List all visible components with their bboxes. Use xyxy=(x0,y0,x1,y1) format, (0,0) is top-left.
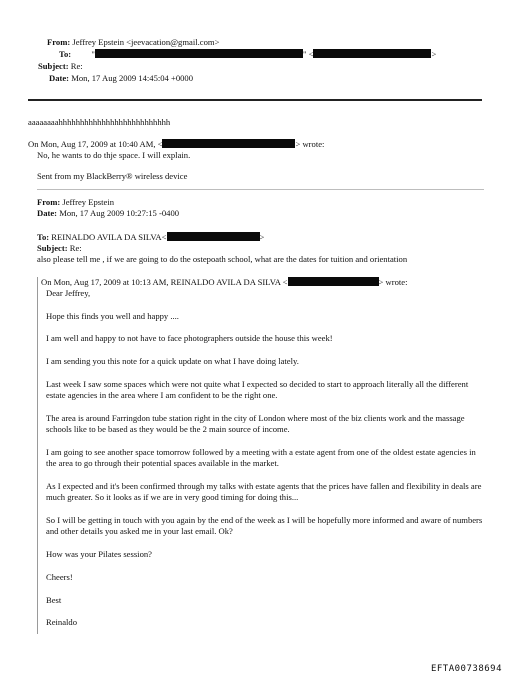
fwd-to-label: To: xyxy=(37,232,50,242)
reply2-paragraph: I am going to see another space tomorrow followed by a meeting with a estate agent from one of the oldest estate agencies in the area to go through their potential spaces available in the market. xyxy=(46,447,476,468)
header-to-label: To: xyxy=(59,49,72,59)
reply1-on-post: > wrote: xyxy=(295,139,325,149)
redaction-block xyxy=(313,49,431,58)
fwd-date-value: Mon, 17 Aug 2009 10:27:15 -0400 xyxy=(59,208,180,218)
bates-number: EFTA00738694 xyxy=(430,664,502,674)
reply2-on-pre: On Mon, Aug 17, 2009 at 10:13 AM, REINALDO AVILA DA SILVA < xyxy=(41,277,288,287)
reply2-signature: Reinaldo xyxy=(46,617,78,627)
header-from-value: Jeffrey Epstein <jeevacation@gmail.com> xyxy=(72,37,220,47)
fwd-from-value: Jeffrey Epstein xyxy=(62,197,115,207)
redaction-block xyxy=(95,49,303,58)
reply2-attribution xyxy=(41,277,407,287)
fwd-body: also please tell me , if we are going to do the ostepoath school, what are the dates for tuition and orientation xyxy=(37,254,408,264)
fwd-to-close: > xyxy=(259,232,265,242)
header-to-close: > xyxy=(431,49,437,59)
header-subject-row xyxy=(38,61,83,71)
header-from-label: From: xyxy=(47,37,71,47)
forward-divider xyxy=(37,189,484,190)
header-date-label: Date: xyxy=(49,73,70,83)
reply1-line1: No, he wants to do thje space. I will explain. xyxy=(37,150,191,160)
header-subject-label: Subject: xyxy=(38,61,69,71)
reply2-paragraph: So I will be getting in touch with you again by the end of the week as I will be hopefully more informed and aware of numbers and other details you asked me in your last email. Ok? xyxy=(46,515,483,536)
fwd-to-value: REINALDO AVILA DA SILVA< xyxy=(51,232,167,242)
reply2-paragraph: How was your Pilates session? xyxy=(46,549,152,559)
header-to-mid: " < xyxy=(302,49,314,59)
fwd-date-row xyxy=(37,208,179,218)
fwd-from-row xyxy=(37,197,114,207)
reply2-on-post: > wrote: xyxy=(378,277,408,287)
reply1-line2: Sent from my BlackBerry® wireless device xyxy=(37,171,188,181)
reply2-paragraph: Hope this finds you well and happy .... xyxy=(46,311,179,321)
reply2-paragraph: I am sending you this note for a quick update on what I have doing lately. xyxy=(46,356,299,366)
reply1-on-pre: On Mon, Aug 17, 2009 at 10:40 AM, < xyxy=(28,139,163,149)
reply2-paragraph: As I expected and it's been confirmed through my talks with estate agents that the prices have fallen and flexibility in deals are much greater. So it looks as if we are in very good timing for doing this... xyxy=(46,481,482,502)
fwd-subject-row xyxy=(37,243,82,253)
redaction-block xyxy=(162,139,295,148)
reply1-attribution xyxy=(28,139,324,149)
header-from-row xyxy=(47,37,219,47)
header-to-open: " xyxy=(91,49,95,59)
reply2-paragraph: I am well and happy to not have to face photographers outside the house this week! xyxy=(46,333,333,343)
redaction-block xyxy=(167,232,260,241)
fwd-from-label: From: xyxy=(37,197,61,207)
reply2-paragraph: The area is around Farringdon tube station right in the city of London where most of the biz clients work and the massage schools like to be based as they would be the 2 main source of income. xyxy=(46,413,465,434)
fwd-date-label: Date: xyxy=(37,208,58,218)
reply2-greeting: Dear Jeffrey, xyxy=(46,288,91,298)
reply2-paragraph: Best xyxy=(46,595,62,605)
header-date-value: Mon, 17 Aug 2009 14:45:04 +0000 xyxy=(71,73,194,83)
quote-bar xyxy=(37,277,38,634)
redaction-block xyxy=(288,277,379,286)
header-subject-value: Re: xyxy=(70,61,83,71)
fwd-to-row xyxy=(37,232,264,242)
fwd-subject-value: Re: xyxy=(69,243,82,253)
fwd-subject-label: Subject: xyxy=(37,243,68,253)
reply2-paragraph: Last week I saw some spaces which were not quite what I expected so decided to start to approach literally all the different estate agencies in the area where I am confident to be the right one. xyxy=(46,379,469,400)
reply2-paragraph: Cheers! xyxy=(46,572,73,582)
header-date-row xyxy=(49,73,193,83)
body-line: aaaaaaaahhhhhhhhhhhhhhhhhhhhhhhhhh xyxy=(28,117,171,127)
header-to-row xyxy=(59,49,436,59)
header-divider xyxy=(28,99,482,101)
